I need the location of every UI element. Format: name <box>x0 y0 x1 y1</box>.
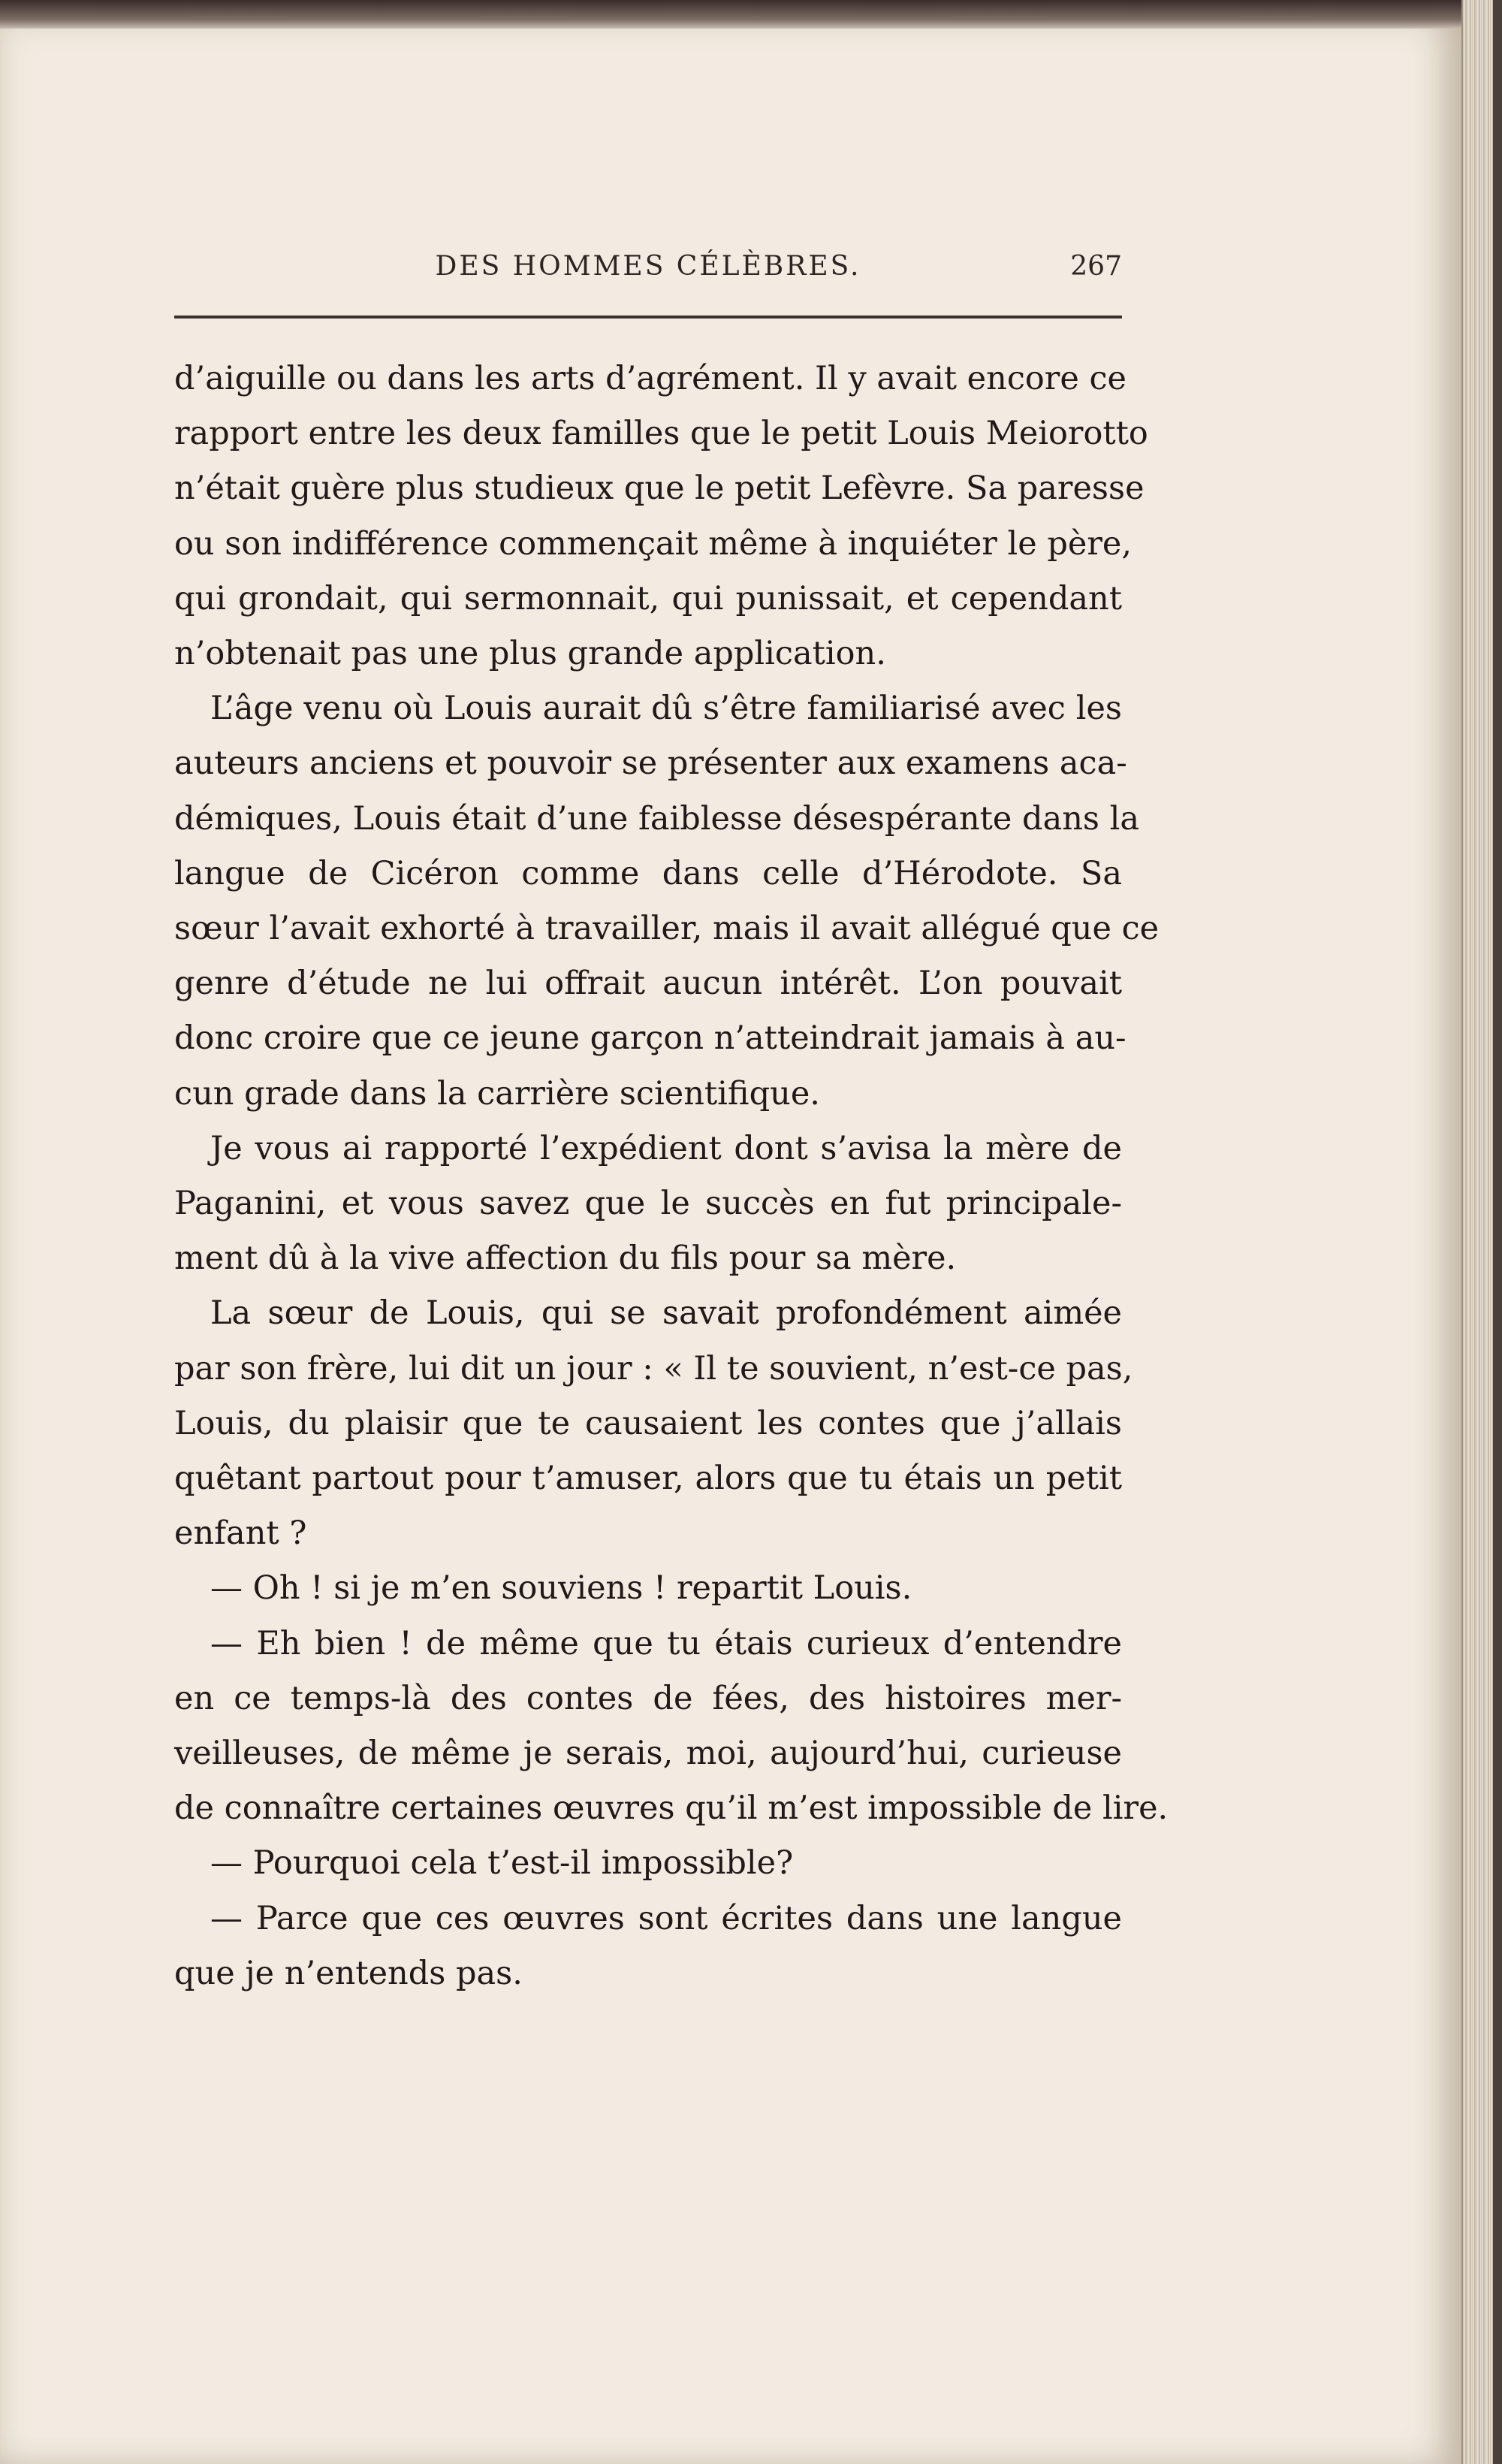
text-line: par son frère, lui dit un jour : « Il te souvient, n’est-ce pas, <box>174 1349 1133 1388</box>
text-line: — Oh ! si je m’en souviens ! repartit Louis. <box>210 1569 912 1608</box>
text-line: Je vous ai rapporté l’expédient dont s’avisa la mère de <box>210 1129 1122 1167</box>
text-line: Louis, du plaisir que te causaient les contes que j’allais <box>174 1404 1122 1442</box>
text-line: quêtant partout pour t’amuser, alors que tu étais un petit <box>174 1460 1122 1498</box>
running-title: DES HOMMES CÉLÈBRES. <box>435 251 861 282</box>
text-line: donc croire que ce jeune garçon n’atteindrait jamais à au- <box>174 1019 1126 1058</box>
text-line: cun grade dans la carrière scientifique. <box>174 1074 820 1113</box>
text-line: n’obtenait pas une plus grande application. <box>174 635 886 673</box>
page-top-shadow <box>0 0 1502 29</box>
text-line: ment dû à la vive affection du fils pour sa mère. <box>174 1240 957 1278</box>
text-line: — Pourquoi cela t’est-il impossible? <box>210 1844 794 1883</box>
page-number: 267 <box>1070 251 1122 282</box>
text-line: sœur l’avait exhorté à travailler, mais il avait allégué que ce <box>174 910 1160 948</box>
text-line: Paganini, et vous savez que le succès en fut principale- <box>174 1185 1122 1223</box>
text-line: — Eh bien ! de même que tu étais curieux d’entendre <box>210 1624 1122 1662</box>
text-line: d’aiguille ou dans les arts d’agrément. Il y avait encore ce <box>174 360 1126 397</box>
text-line: veilleuses, de même je serais, moi, aujourd’hui, curieuse <box>174 1735 1122 1773</box>
text-line: La sœur de Louis, qui se savait profondément aimée <box>210 1294 1122 1333</box>
text-line: qui grondait, qui sermonnait, qui punissait, et cependant <box>174 579 1122 618</box>
text-line: — Parce que ces œuvres sont écrites dans une langue <box>210 1899 1122 1937</box>
binding-shadow <box>1493 0 1502 2464</box>
header-rule <box>174 316 1122 319</box>
text-line: n’était guère plus studieux que le petit Lefèvre. Sa paresse <box>174 470 1145 508</box>
text-line: de connaître certaines œuvres qu’il m’est impossible de lire. <box>174 1789 1169 1828</box>
text-line: auteurs anciens et pouvoir se présenter aux examens aca- <box>174 744 1127 783</box>
text-line: rapport entre les deux familles que le petit Louis Meiorotto <box>174 415 1148 453</box>
text-line: langue de Cicéron comme dans celle d’Hérodote. Sa <box>174 854 1122 892</box>
text-line: en ce temps-là des contes de fées, des histoires mer- <box>174 1679 1122 1717</box>
text-line: ou son indifférence commençait même à inquiéter le père, <box>174 524 1133 563</box>
page-header <box>174 248 1122 290</box>
body-text <box>174 352 1169 2001</box>
text-line: genre d’étude ne lui offrait aucun intérêt. L’on pouvait <box>174 965 1122 1003</box>
text-line: démiques, Louis était d’une faiblesse désespérante dans la <box>174 799 1140 838</box>
text-line: enfant ? <box>174 1514 307 1553</box>
text-line: L’âge venu où Louis aurait dû s’être familiarisé avec les <box>210 690 1122 728</box>
text-line: que je n’entends pas. <box>174 1954 523 1992</box>
